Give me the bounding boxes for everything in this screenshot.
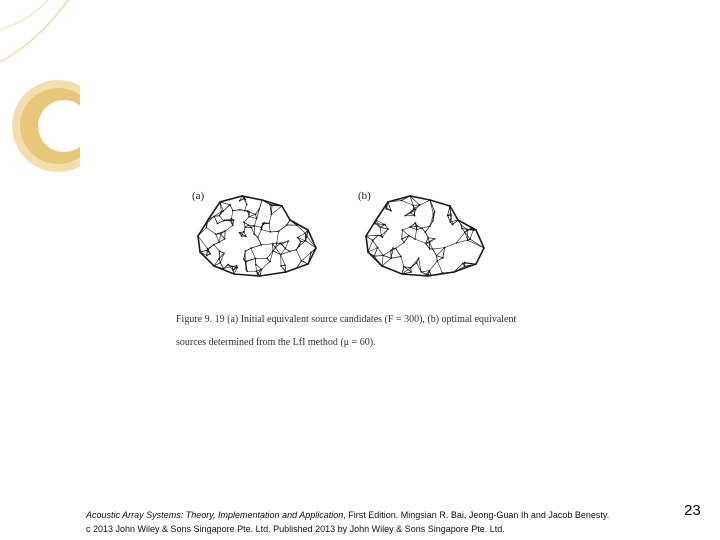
figure-caption [176, 308, 576, 354]
citation-line-2: c 2013 John Wiley & Sons Singapore Pte. Ltd. Published 2013 by John Wiley & Sons Singapore Pte. Ltd. [86, 524, 505, 534]
caption-line-2: sources determined from the LfI method (μ = 60). [176, 337, 376, 348]
citation-footer [86, 508, 686, 536]
mesh-figure-b [358, 190, 488, 286]
page-number: 23 [684, 502, 701, 519]
book-title: Acoustic Array Systems: Theory, Implementation and Application [86, 510, 344, 520]
mesh-figure-a [190, 190, 320, 286]
corner-decoration [0, 0, 90, 180]
figure-panels [188, 186, 568, 286]
caption-line-1: Figure 9. 19 (a) Initial equivalent source candidates (F = 300), (b) optimal equivalent [176, 314, 517, 325]
panel-b-label: (b) [358, 190, 371, 202]
citation-line-1-rest: , First Edition. Mingsian R. Bai, Jeong-Guan Ih and Jacob Benesty. [343, 510, 610, 520]
panel-a-label: (a) [192, 190, 205, 202]
citation-line-1 [86, 508, 686, 522]
